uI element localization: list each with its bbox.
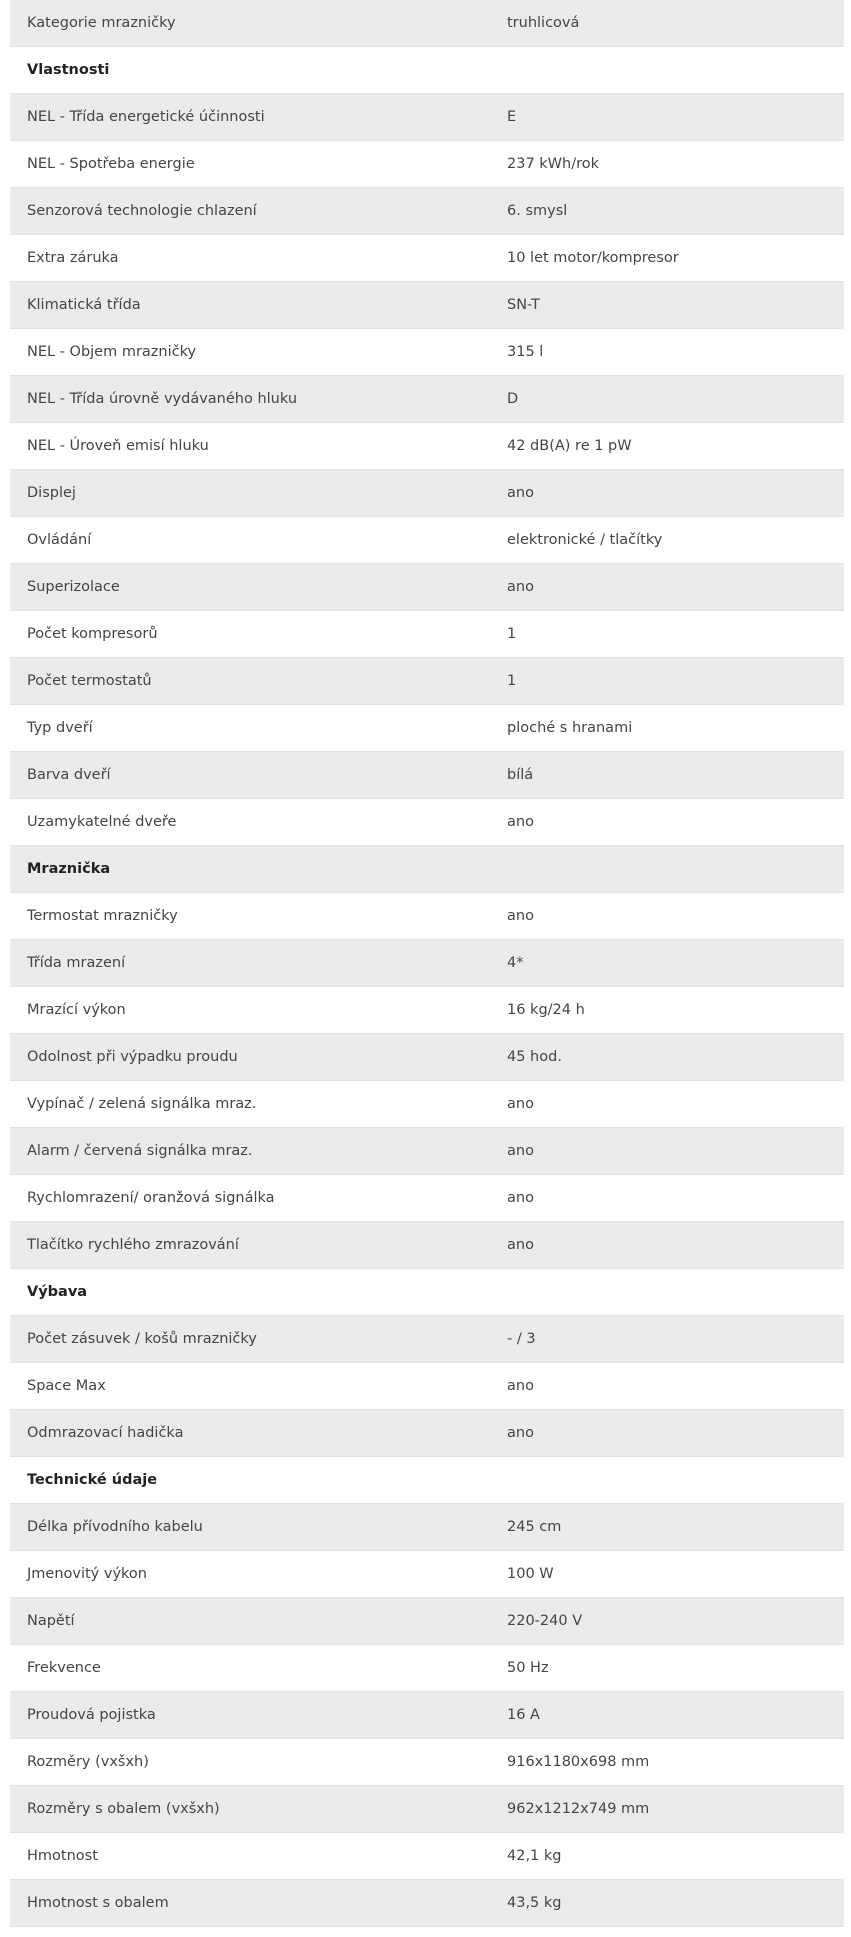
spec-value: ano [507, 1237, 534, 1253]
spec-value: truhlicová [507, 15, 580, 31]
spec-row [10, 611, 844, 658]
spec-value: 100 W [507, 1566, 554, 1582]
spec-row [10, 1504, 844, 1551]
spec-label: NEL - Třída energetické účinnosti [27, 109, 265, 125]
spec-label: NEL - Třída úrovně vydávaného hluku [27, 391, 298, 407]
spec-value: D [507, 391, 519, 407]
spec-label: NEL - Objem mrazničky [27, 344, 197, 360]
spec-row [10, 1034, 844, 1081]
spec-row [10, 235, 844, 282]
spec-label: Extra záruka [27, 250, 119, 266]
spec-row [10, 188, 844, 235]
spec-row [10, 1410, 844, 1457]
spec-row [10, 752, 844, 799]
spec-label: Vypínač / zelená signálka mraz. [27, 1096, 257, 1112]
spec-row [10, 658, 844, 705]
spec-label: Displej [27, 485, 76, 501]
section-title: Výbava [27, 1284, 88, 1300]
spec-value: - / 3 [507, 1331, 536, 1347]
section-title: Technické údaje [27, 1472, 158, 1488]
spec-value: 6. smysl [507, 203, 568, 219]
spec-label: Jmenovitý výkon [27, 1566, 147, 1582]
spec-row [10, 329, 844, 376]
spec-label: Alarm / červená signálka mraz. [27, 1143, 253, 1159]
spec-value: 1 [507, 626, 517, 642]
spec-value: 237 kWh/rok [507, 156, 600, 172]
spec-row [10, 1739, 844, 1786]
spec-label: Počet kompresorů [27, 626, 158, 642]
spec-value: 245 cm [507, 1519, 562, 1535]
spec-value: 916x1180x698 mm [507, 1754, 650, 1770]
section-title: Mraznička [27, 861, 111, 877]
spec-value: ano [507, 1425, 534, 1441]
spec-value: ano [507, 1190, 534, 1206]
section-header-row [10, 1457, 844, 1504]
spec-row [10, 1645, 844, 1692]
spec-row [10, 282, 844, 329]
spec-label: Odmrazovací hadička [27, 1425, 184, 1441]
spec-row [10, 564, 844, 611]
spec-label: Termostat mrazničky [27, 908, 178, 924]
spec-value: 43,5 kg [507, 1895, 562, 1911]
spec-row [10, 1175, 844, 1222]
spec-row [10, 987, 844, 1034]
spec-label: Uzamykatelné dveře [27, 814, 177, 830]
spec-label: Třída mrazení [27, 955, 126, 971]
spec-label: Hmotnost s obalem [27, 1895, 169, 1911]
spec-label: Počet zásuvek / košů mrazničky [27, 1331, 257, 1347]
spec-value: ano [507, 1143, 534, 1159]
spec-row [10, 1128, 844, 1175]
section-header-row [10, 846, 844, 893]
spec-value: ano [507, 814, 534, 830]
spec-label: Klimatická třída [27, 297, 141, 313]
spec-label: Tlačítko rychlého zmrazování [27, 1237, 239, 1253]
spec-label: Ovládání [27, 532, 92, 548]
spec-label: Senzorová technologie chlazení [27, 203, 257, 219]
spec-row [10, 1833, 844, 1880]
spec-label: Rozměry (vxšxh) [27, 1754, 149, 1770]
spec-label: Hmotnost [27, 1848, 98, 1864]
spec-row [10, 0, 844, 47]
spec-value: ano [507, 485, 534, 501]
spec-value: 1 [507, 673, 517, 689]
section-header-row [10, 1269, 844, 1316]
spec-label: Počet termostatů [27, 673, 152, 689]
spec-label: Superizolace [27, 579, 120, 595]
spec-label: Typ dveří [27, 720, 93, 736]
spec-row [10, 376, 844, 423]
spec-row [10, 1363, 844, 1410]
spec-label: Frekvence [27, 1660, 101, 1676]
spec-row [10, 141, 844, 188]
spec-value: SN-T [507, 297, 540, 313]
spec-label: Odolnost při výpadku proudu [27, 1049, 238, 1065]
spec-row [10, 1786, 844, 1833]
spec-label: NEL - Spotřeba energie [27, 156, 195, 172]
spec-value: 315 l [507, 344, 544, 360]
spec-row [10, 423, 844, 470]
spec-value: ano [507, 1378, 534, 1394]
spec-value: E [507, 109, 517, 125]
spec-label: Délka přívodního kabelu [27, 1519, 203, 1535]
spec-table [10, 0, 844, 1927]
spec-row [10, 940, 844, 987]
spec-value: 10 let motor/kompresor [507, 250, 679, 266]
spec-value: 220-240 V [507, 1613, 583, 1629]
spec-label: NEL - Úroveň emisí hluku [27, 438, 209, 454]
spec-value: 16 kg/24 h [507, 1002, 585, 1018]
spec-row [10, 1598, 844, 1645]
spec-label: Barva dveří [27, 767, 111, 783]
spec-value: ano [507, 579, 534, 595]
spec-row [10, 470, 844, 517]
spec-value: 16 A [507, 1707, 540, 1723]
spec-row [10, 1081, 844, 1128]
spec-value: 45 hod. [507, 1049, 562, 1065]
spec-label: Napětí [27, 1613, 75, 1629]
spec-value: ano [507, 1096, 534, 1112]
spec-row [10, 1880, 844, 1927]
spec-label: Proudová pojistka [27, 1707, 156, 1723]
spec-row [10, 799, 844, 846]
spec-row [10, 1551, 844, 1598]
spec-label: Rychlomrazení/ oranžová signálka [27, 1190, 275, 1206]
spec-label: Space Max [27, 1378, 106, 1394]
spec-row [10, 1222, 844, 1269]
spec-row [10, 893, 844, 940]
spec-value: 962x1212x749 mm [507, 1801, 650, 1817]
spec-row [10, 517, 844, 564]
spec-label: Rozměry s obalem (vxšxh) [27, 1801, 220, 1817]
spec-value: elektronické / tlačítky [507, 532, 663, 548]
spec-row [10, 705, 844, 752]
spec-value: 42,1 kg [507, 1848, 562, 1864]
section-header-row [10, 47, 844, 94]
spec-row [10, 1316, 844, 1363]
spec-value: ploché s hranami [507, 720, 633, 736]
spec-value: 42 dB(A) re 1 pW [507, 438, 632, 454]
spec-row [10, 94, 844, 141]
spec-value: ano [507, 908, 534, 924]
spec-value: 4* [507, 955, 524, 971]
spec-label: Kategorie mrazničky [27, 15, 176, 31]
spec-value: bílá [507, 767, 534, 783]
spec-row [10, 1692, 844, 1739]
spec-label: Mrazící výkon [27, 1002, 126, 1018]
section-title: Vlastnosti [27, 62, 110, 78]
spec-value: 50 Hz [507, 1660, 549, 1676]
